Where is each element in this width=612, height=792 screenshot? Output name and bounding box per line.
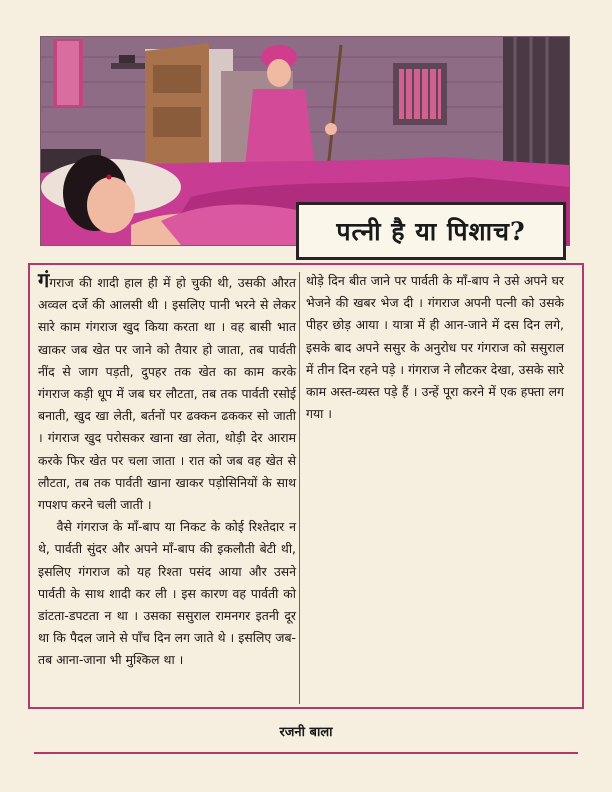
story-title: पत्नी है या पिशाच? xyxy=(336,217,526,246)
author-credit: रजनी बाला xyxy=(279,725,333,740)
story-title-box xyxy=(296,202,566,260)
bottom-rule xyxy=(34,752,578,754)
paragraph-text: वैसे गंगराज के माँ-बाप या निकट के कोई रिश्तेदार न थे, पार्वती सुंदर और अपने माँ-बाप की इकलौती बेटी थी, इसलिए गंगराज को यह रिश्ता पसंद आया और उसने पार्वती के साथ शादी कर ली । इस कारण वह पार्वती को डांटता-डपटता न था । उसका ससुराल रामनगर इतनी दूर था कि पैदल जाने से पाँच दिन लग जाते थे । इसलिए जब-तब आना-जाना भी मुश्किल था । xyxy=(38,519,296,668)
story-column-left xyxy=(38,270,296,672)
story-paragraph-3 xyxy=(306,270,564,425)
column-divider xyxy=(299,272,300,704)
paragraph-text: थोड़े दिन बीत जाने पर पार्वती के माँ-बाप ने उसे अपने घर भेजने की खबर भेज दी । गंगराज अपनी पत्नी को उसके पीहर छोड़ आया । यात्रा में ही आन-जाने में दस दिन लगे, इसके बाद अपने ससुर के अनुरोध पर गंगराज को ससुराल में तीन दिन रहने पड़े । गंगराज ने लौटकर देखा, उसके सारे काम अस्त-व्यस्त पड़े हैं । उन्हें पूरा करने में एक हफ्ता लग गया । xyxy=(306,273,564,422)
drop-cap: गं xyxy=(38,268,50,292)
paragraph-text: गराज की शादी हाल ही में हो चुकी थी, उसकी औरत अव्वल दर्जे की आलसी थी । इसलिए पानी भरने से लेकर सारे काम गंगराज खुद किया करता था । वह बासी भात खाकर जब खेत पर जाने को तैयार हो जाता, तब पार्वती नींद से जाग पड़ती, दुपहर तक खेत का काम करके गंगराज कड़ी धूप में जब घर लौटता, तब तक पार्वती रसोई बनाती, खुद खा लेती, बर्तनों पर ढक्कन ढककर सो जाती । गंगराज खुद परोसकर खाना खा लेता, थोड़ी देर आराम करके फिर खेत पर चला जाता । रात को जब वह खेत से लौटता, तब तक पार्वती खाना खाकर पड़ोसिनियों के साथ गपशप करने चली जाती । xyxy=(38,275,296,513)
story-paragraph-1 xyxy=(38,270,296,516)
story-paragraph-2 xyxy=(38,516,296,671)
story-column-right xyxy=(306,270,564,425)
